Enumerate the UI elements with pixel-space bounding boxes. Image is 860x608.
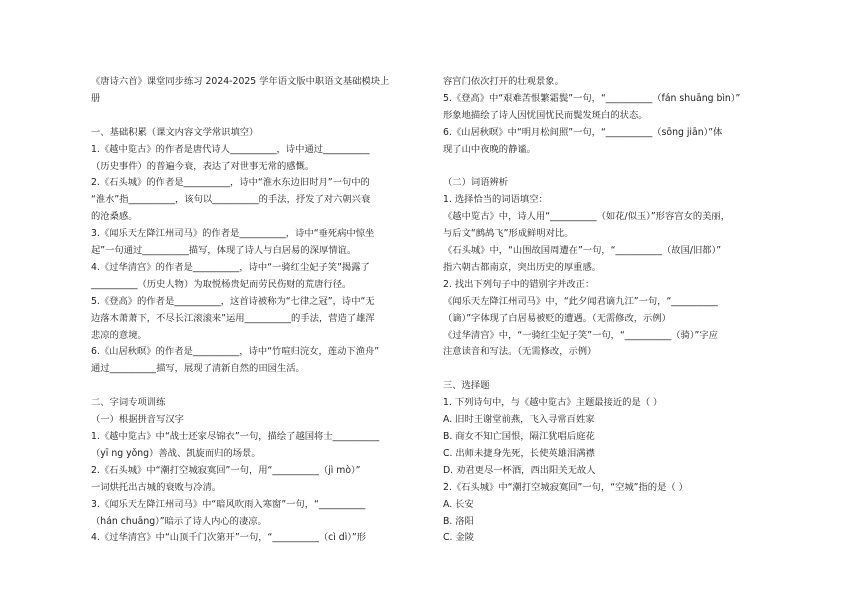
question-line: 通过__________描写，展现了清新自然的田园生活。 bbox=[91, 363, 305, 375]
question-line: 与后文“鹧鸪飞”形成鲜明对比。 bbox=[443, 228, 574, 240]
subsection-heading-pinyin: （一）根据拼音写汉字 bbox=[91, 414, 184, 426]
question-line: 《石头城》中，“山围故国周遭在”一句，“__________（故国/旧都）” bbox=[443, 245, 722, 257]
question-line: 《越中览古》中，诗人用“__________（如花/似玉）”形容宫女的美丽， bbox=[443, 211, 731, 223]
question-line: 6.《山居秋暝》中“明月松间照”一句，“__________（sōng jiān）”体 bbox=[443, 126, 723, 138]
question-line: 5.《登高》中“艰难苦恨繁霜鬓”一句，“__________（fán shuāng bìn）” bbox=[443, 92, 741, 104]
question-line: 1. 下列诗句中，与《越中览古》主题最接近的是（ ） bbox=[443, 397, 663, 409]
question-line: （谪）”字体现了白居易被贬的遭遇。（无需修改，示例） bbox=[443, 312, 671, 324]
spacer bbox=[443, 159, 775, 176]
question-line: （yī ng yǒng）善战、凯旋而归的场景。 bbox=[91, 447, 261, 459]
question-line: 形象地描绘了诗人因忧国忧民而鬓发斑白的状态。 bbox=[443, 109, 648, 121]
question-line: 2.《石头城》中“潮打空城寂寞回”一句，“空城”指的是（ ） bbox=[443, 481, 688, 493]
question-line: 边落木萧萧下，不尽长江滚滚来”运用__________的手法，营造了雄浑 bbox=[91, 312, 375, 324]
answer-option: A. 长安 bbox=[443, 498, 474, 510]
question-line: 6.《山居秋暝》的作者是__________，诗中“竹喧归浣女，莲动下渔舟” bbox=[91, 346, 380, 358]
question-line: 起”一句通过__________描写，体现了诗人与白居易的深厚情谊。 bbox=[91, 245, 357, 257]
question-line: （hán chuāng）”暗示了诗人内心的凄凉。 bbox=[91, 515, 267, 527]
spacer bbox=[443, 361, 775, 378]
question-line: 容宫门依次打开的壮观景象。 bbox=[443, 76, 564, 87]
question-line: 的沧桑感。 bbox=[91, 211, 138, 223]
subsection-heading-word-analysis: （二）词语辨析 bbox=[443, 177, 509, 189]
question-line: 现了山中夜晚的静谧。 bbox=[443, 143, 536, 155]
question-line: 悲凉的意境。 bbox=[91, 329, 147, 341]
question-line: 4.《过华清宫》中“山顶千门次第开”一句，“__________（cì dì）”形 bbox=[91, 532, 367, 544]
question-line: 一词烘托出古城的衰败与冷清。 bbox=[91, 481, 222, 493]
answer-option: D. 劝君更尽一杯酒，西出阳关无故人 bbox=[443, 464, 596, 476]
question-line: 《过华清宫》中，“一骑红尘妃子笑”一句，“__________（骑）”字应 bbox=[443, 329, 718, 341]
question-line: 1. 选择恰当的词语填空： bbox=[443, 194, 548, 206]
title-line-2: 册 bbox=[91, 92, 101, 104]
question-line: “淮水”指__________，该句以__________的手法，抒发了对六朝兴衰 bbox=[91, 194, 371, 206]
spacer bbox=[91, 378, 418, 395]
question-line: __________（历史人物）为取悦杨贵妃而劳民伤财的荒唐行径。 bbox=[91, 278, 352, 290]
section-heading-vocab: 二、字词专项训练 bbox=[91, 397, 166, 409]
right-column bbox=[443, 74, 775, 547]
question-line: 3.《闻乐天左降江州司马》中“暗风吹雨入寒窗”一句，“__________ bbox=[91, 498, 366, 510]
question-line: 3.《闻乐天左降江州司马》的作者是__________，诗中“垂死病中惊坐 bbox=[91, 228, 375, 240]
answer-option: B. 商女不知亡国恨，隔江犹唱后庭花 bbox=[443, 431, 595, 442]
question-line: 4.《过华清宫》的作者是__________，诗中“一骑红尘妃子笑”揭露了 bbox=[91, 261, 370, 273]
title-line-1: 《唐诗六首》课堂同步练习 2024-2025 学年语文版中职语文基础模块上 bbox=[91, 76, 390, 87]
answer-option: A. 旧时王谢堂前燕，飞入寻常百姓家 bbox=[443, 414, 595, 426]
answer-option: B. 洛阳 bbox=[443, 515, 474, 527]
question-line: 1.《越中览古》中“战士还家尽锦衣”一句，描绘了越国将士__________ bbox=[91, 431, 380, 442]
question-line: 指六朝古都南京，突出历史的厚重感。 bbox=[443, 261, 602, 273]
question-line: 《闻乐天左降江州司马》中，“此夕闻君谪九江”一句，“__________ bbox=[443, 295, 718, 307]
spacer bbox=[91, 108, 418, 125]
question-line: 2.《石头城》的作者是__________，诗中“淮水东边旧时月”一句中的 bbox=[91, 177, 370, 189]
answer-option: C. 金陵 bbox=[443, 532, 474, 544]
question-line: （历史事件）的普遍今衰，表达了对世事无常的感慨。 bbox=[91, 160, 315, 172]
section-heading-choice: 三、选择题 bbox=[443, 380, 490, 392]
question-line: 注意读音和写法。（无需修改，示例） bbox=[443, 346, 597, 358]
left-column bbox=[91, 74, 418, 547]
answer-option: C. 出师未捷身先死，长使英雄泪满襟 bbox=[443, 447, 595, 459]
section-heading-basics: 一、基础积累（课文内容文学常识填空） bbox=[91, 126, 259, 138]
question-line: 5.《登高》的作者是__________，这首诗被称为“七律之冠”，诗中“无 bbox=[91, 295, 375, 307]
question-line: 2. 找出下列句子中的错别字并改正： bbox=[443, 278, 595, 290]
question-line: 2.《石头城》中“潮打空城寂寞回”一句，用“__________（jì mò）” bbox=[91, 464, 361, 476]
question-line: 1.《越中览古》的作者是唐代诗人__________，诗中通过__________ bbox=[91, 143, 370, 155]
